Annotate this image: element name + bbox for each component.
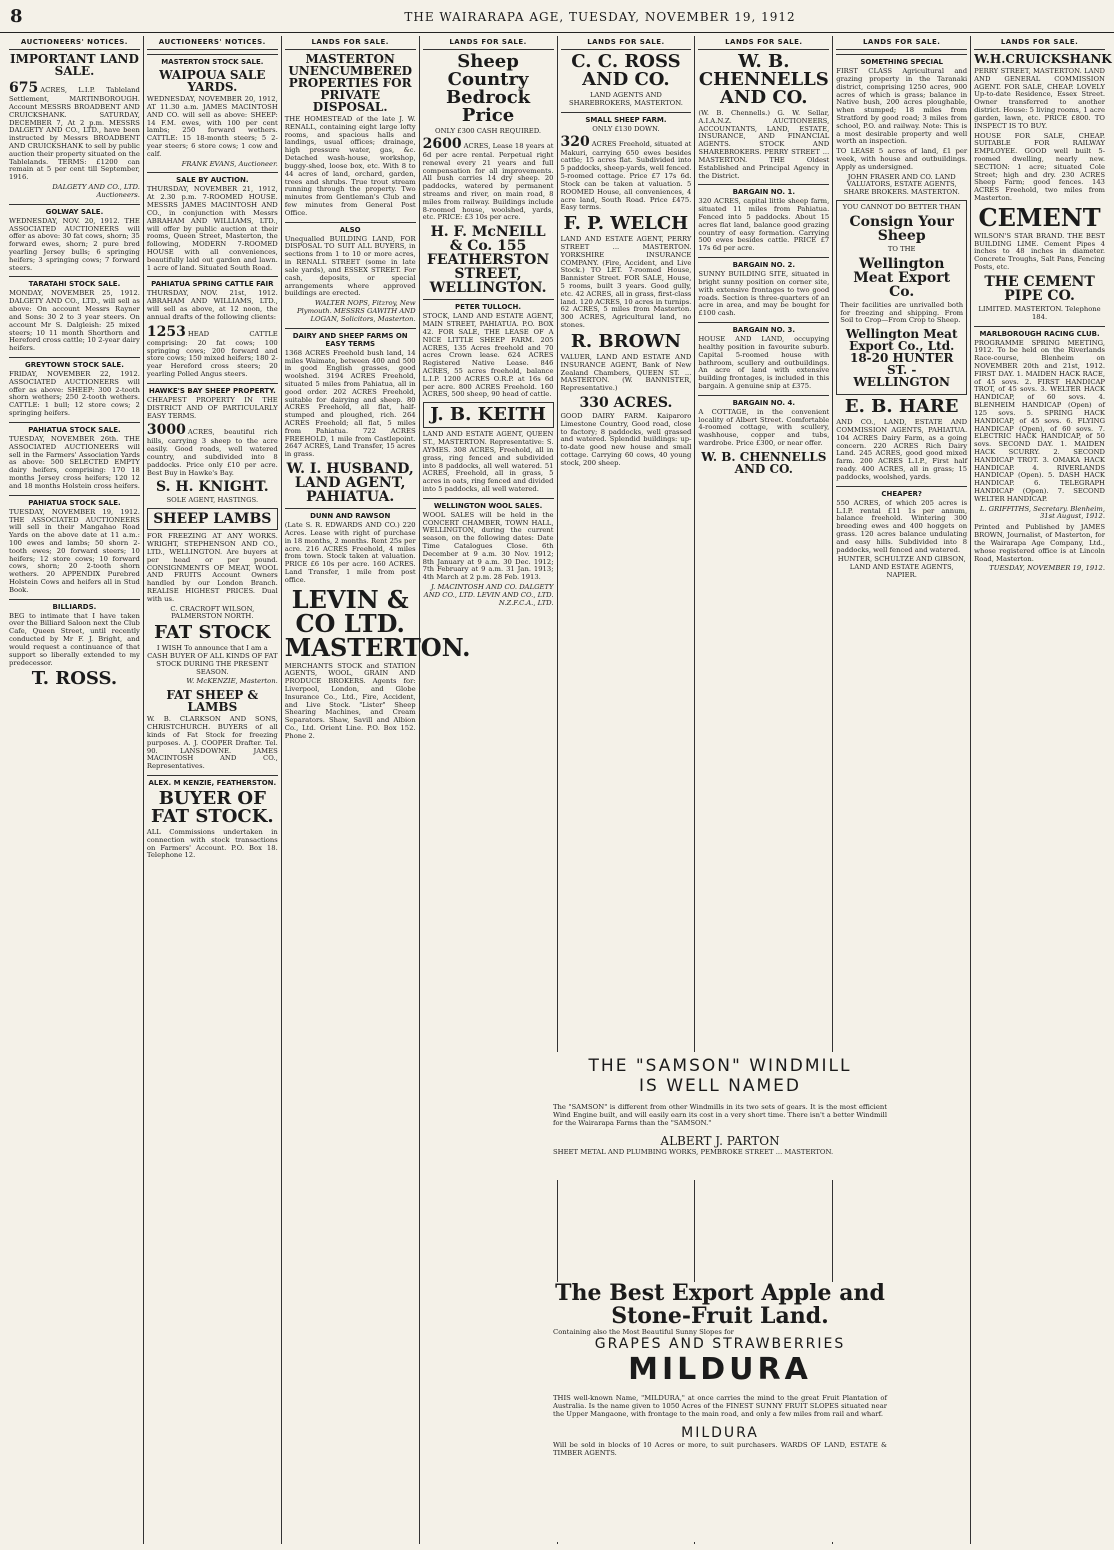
advert-headline: C. C. ROSS AND CO. bbox=[571, 51, 681, 91]
advert-text: TO LEASE 5 acres of land, £1 per week, with house and outbuildings. Apply as undersigned. bbox=[836, 147, 968, 171]
section-heading: PAHIATUA STOCK SALE. bbox=[9, 495, 140, 507]
advert-text: 550 ACRES, of which 205 acres is L.I.P. rental £11 1s per annum, balance freehold. Wintering 300 breeding ewes and 400 hoggets on grass. 120 acres balance undulating and easy hills. Subdivided into 8 paddocks, well fenced and watered. bbox=[836, 498, 968, 554]
advert-headline: J. B. KEITH bbox=[423, 402, 554, 428]
masthead bbox=[0, 0, 1114, 33]
section-heading: HAWKE'S BAY SHEEP PROPERTY. bbox=[147, 383, 278, 395]
advert-signature: DALGETY AND CO., LTD. Auctioneers. bbox=[52, 183, 140, 199]
advert-text: FIRST CLASS Agricultural and grazing property in the Taranaki district, comprising 1250 acres, 900 acres of which is grass; balance in Native bush, 200 acres ploughable, when stumped; 18 miles from Stratford by good road; 3 miles from school, P.O. and railway. Note: This is a most desirable property and well worth an inspection. bbox=[836, 67, 968, 146]
advert-headline: F. P. WELCH bbox=[563, 213, 689, 235]
advert-text: VALUER, LAND AND ESTATE AND INSURANCE AGENT, Bank of New Zealand Chambers, QUEEN ST. ... MASTERTON. (W. BANNISTER, Representative.) bbox=[560, 352, 692, 393]
section-heading: SMALL SHEEP FARM. bbox=[561, 112, 692, 124]
column-header: AUCTIONEERS' NOTICES. bbox=[9, 36, 140, 50]
advert-headline: 330 ACRES. bbox=[579, 394, 673, 411]
advert-subheading: LAND AGENTS AND SHAREBROKERS, MASTERTON. bbox=[568, 91, 683, 107]
advert-text: 675 ACRES, L.I.P. Tableland Settlement, MARTINBOROUGH. Account MESSRS BROADBENT AND CRUICKSHANK. SATURDAY, DECEMBER 7, At 2 p.m. MESSRS DALGETY AND CO., LTD., have been instructed by Messrs BROADBENT AND CRUICKSHANK to sell by public auction their property situated on the Tablelands. TERMS: £1200 can remain at 5 per cent till September, 1916. bbox=[9, 80, 140, 182]
advert-headline: THE "SAMSON" WINDMILL bbox=[588, 1056, 852, 1076]
advert-headline: THE CEMENT PIPE CO. bbox=[984, 273, 1095, 304]
advert-headline: E. B. HARE bbox=[844, 396, 959, 418]
advert-signature: FRANK EVANS, Auctioneer. bbox=[181, 159, 278, 168]
section-heading: MARLBOROUGH RACING CLUB. bbox=[974, 326, 1105, 338]
section-heading: SOMETHING SPECIAL bbox=[836, 54, 967, 66]
section-heading: SALE BY AUCTION. bbox=[147, 172, 278, 184]
acreage-figure: 675 bbox=[9, 80, 39, 97]
advert-text: FRIDAY, NOVEMBER 22, 1912. ASSOCIATED AUCTIONEERS will offer as above: SHEEP: 300 2-tooth shorn wethers; 250 2-tooth wethers. CATTLE: 1 bull; 12 store cows; 2 springing heifers. bbox=[9, 370, 140, 418]
advert-subheading: Containing also the Most Beautiful Sunny Slopes for bbox=[553, 1328, 734, 1337]
advert-text: AND CO., LAND, ESTATE AND COMMISSION AGENTS, PAHIATUA. 104 ACRES Dairy Farm, as a going concern. 220 ACRES Rich Dairy Land. 245 ACRES, good good mixed farm. 200 ACRES L.I.P., First half ready. 400 ACRES, all in grass; 15 paddocks, woolshed, yards. bbox=[836, 418, 968, 481]
section-heading: ALEX. M KENZIE, FEATHERSTON. bbox=[147, 775, 278, 787]
advert-text: STOCK, LAND AND ESTATE AGENT, MAIN STREET, PAHIATUA. P.O. BOX 42. FOR SALE, THE LEASE OF A NICE LITTLE SHEEP FARM. 205 ACRES, 135 Acres freehold and 70 acres Crown lease. 624 ACRES Registered Native Lease. 846 ACRES, 55 acres freehold, balance L.I.P. 1200 ACRES O.R.P. at 16s 6d per acre. 800 ACRES Freehold. 160 ACRES, 500 sheep, 90 head of cattle. bbox=[422, 312, 554, 399]
meat-export-advert bbox=[836, 200, 967, 395]
advert-signature: J. MACINTOSH AND CO. DALGETY AND CO., LTD. LEVIN AND CO., LTD. N.Z.F.C.A., LTD. bbox=[423, 583, 554, 607]
acreage-figure: 3000 bbox=[146, 422, 186, 439]
advert-text: ALL Commissions undertaken in connection with stock transactions on Farmers' Account. P.O. Box 18. Telephone 12. bbox=[146, 828, 278, 860]
advert-subheading: ONLY £130 DOWN. bbox=[592, 124, 660, 133]
column-4 bbox=[420, 36, 558, 1544]
acreage-figure: 2600 bbox=[422, 135, 462, 152]
advert-subheading: TO THE bbox=[887, 244, 916, 253]
advert-subheading: ONLY £300 CASH REQUIRED. bbox=[435, 127, 542, 136]
advert-text: WEDNESDAY, NOVEMBER 20, 1912, AT 11.30 a.m. JAMES MACINTOSH AND CO. will sell as above: SHEEP: 14 F.M. ewes, with 100 per cent lambs; 250 forward wethers. CATTLE: 15 18-month steers; 5 2-year steers; 6 store cows; 1 cow and calf. bbox=[146, 95, 278, 158]
advert-text: WEDNESDAY, NOV. 20, 1912. THE ASSOCIATED AUCTIONEERS will offer as above: 30 fat cows, shorn; 35 forward ewes, shorn; 2 pure bred yearling Jersey bulls; 6 springing heifers; 3 springing cows; 7 forward steers. bbox=[9, 216, 140, 272]
advert-text: TUESDAY, NOVEMBER 26th. THE ASSOCIATED AUCTIONEERS will sell in the Farmers' Association Yards as above: 500 SELECTED EMPTY dairy heifers, comprising: 170 18 months Jersey cross heifers; 120 12 and 18 months Holstein cross heifers. bbox=[9, 434, 140, 490]
advert-text: MONDAY, NOVEMBER 25, 1912. DALGETY AND CO., LTD., will sell as above: On account Messrs Rayner and Sons: 30 2 to 3 year steers. On account Mr S. Dalgleish: 25 mixed steers; 10 11 month Shorthorn and Hereford cross cattle; 10 2-year dairy heifers. bbox=[9, 289, 140, 353]
section-heading: WELLINGTON WOOL SALES. bbox=[423, 498, 554, 510]
advert-text: The "SAMSON" is different from other Windmills in its two sets of gears. It is the most efficient Wind Engine built, and will easily earn its cost in a very short time. There isn't a better Windmill for the Wairarapa Farms than the "SAMSON." bbox=[553, 1102, 887, 1127]
column-8 bbox=[971, 36, 1112, 1544]
section-heading: BARGAIN NO. 3. bbox=[698, 322, 829, 334]
advert-headline: MASTERTON UNENCUMBERED PROPERTIES FOR PRIVATE DISPOSAL. bbox=[288, 52, 413, 115]
cattle-count: 1253 bbox=[146, 323, 186, 340]
windmill-advert bbox=[545, 1052, 895, 1180]
advert-text: MERCHANTS STOCK and STATION AGENTS, WOOL, GRAIN AND PRODUCE BROKERS. Agents for: Liverpool, London, and Globe Insurance Co., Ltd., Fire, Accident, and Live Stock. "Lister" Sheep Shearing Machines, and Cream Separators. Shaw, Savill and Albion Co., Ltd. Orient Line. P.O. Box 152. Phone 2. bbox=[284, 661, 416, 740]
advert-headline: R. BROWN bbox=[570, 330, 681, 352]
advert-headline: LEVIN & CO LTD. MASTERTON. bbox=[284, 584, 471, 662]
advert-headline: CEMENT bbox=[978, 202, 1101, 232]
section-heading: GOLWAY SALE. bbox=[9, 204, 140, 216]
advert-signature: W. McKENZIE, Masterton. bbox=[186, 677, 278, 686]
advert-headline: MILDURA bbox=[628, 1352, 812, 1388]
advert-signature: T. ROSS. bbox=[31, 668, 118, 690]
section-heading: BILLIARDS. bbox=[9, 599, 140, 611]
advert-headline: FAT SHEEP & LAMBS bbox=[166, 688, 259, 715]
advert-text: THURSDAY, NOV. 21st, 1912. ABRAHAM AND WILLIAMS, LTD., will sell as above, at 12 noon, the annual drafts of the following clients: bbox=[146, 289, 278, 321]
advert-text: HOUSE AND LAND, occupying healthy position in favourite suburb. Capital 5-roomed house with bathroom, scullery and outbuildings. An acre of land with extensive building frontages, is included in this bargain. A genuine snip at £375. bbox=[698, 335, 830, 390]
advert-text: CHEAPEST PROPERTY IN THE DISTRICT AND OF PARTICULARLY EASY TERMS. bbox=[146, 395, 278, 420]
advert-headline: The Best Export Apple and Stone-Fruit Land. bbox=[555, 1280, 885, 1330]
advert-text: I WISH To announce that I am a CASH BUYER OF ALL KINDS OF FAT STOCK DURING THE PRESENT SEASON. bbox=[147, 644, 278, 676]
advert-signature: W. B. CHENNELLS AND CO. bbox=[701, 449, 827, 476]
advert-text: THURSDAY, NOVEMBER 21, 1912, At 2.30 p.m. 7-ROOMED HOUSE. MESSRS JAMES MACINTOSH AND CO., in conjunction with Messrs ABRAHAM AND WILLIAMS, LTD., will offer by public auction at their rooms, Queen Street, Masterton, the following, MODERN 7-ROOMED HOUSE with all conveniences, beautifully laid out garden and lawn. 1 acre of land. Situated South Road. bbox=[146, 185, 278, 272]
advert-text: WILSON'S STAR BRAND. THE BEST BUILDING LIME. Cement Pipes 4 inches to 48 inches in diameter. Concrete Troughs, Salt Pans, Fencing Posts, etc. bbox=[974, 231, 1105, 272]
advert-subheading: GRAPES AND STRAWBERRIES bbox=[594, 1336, 846, 1353]
section-heading: ALSO bbox=[285, 222, 416, 234]
advert-text: 1253 HEAD CATTLE comprising: 20 fat cows; 100 springing cows; 200 forward and store cows; 150 mixed heifers; 180 2-year Hereford cross steers; 20 yearling Polled Angus steers. bbox=[146, 323, 278, 379]
section-heading: TARATAHI STOCK SALE. bbox=[9, 276, 140, 288]
advert-headline: Sheep Country Bedrock Price bbox=[445, 51, 531, 127]
advert-text: A COTTAGE, in the convenient locality of Albert Street. Comfortable 4-roomed cottage, with scullery, washhouse, copper and tubs, wardrobe. Price £300, or near offer. bbox=[698, 407, 830, 448]
advert-text: TUESDAY, NOVEMBER 19, 1912. THE ASSOCIATED AUCTIONEERS will sell in their Mangahao Road Yards on the above date at 11 a.m.: 100 ewes and lambs; 50 shorn 2-tooth ewes; 20 forward steers; 10 heifers; 12 store cows; 10 forward cows, shorn; 20 2-tooth shorn wethers. 20 APPENDIX Purebred Holstein Cows and heifers all in Stud Book. bbox=[9, 507, 140, 594]
advert-text: 320 ACRES, capital little sheep farm, situated 11 miles from Pahiatua. Fenced into 5 paddocks. About 15 acres flat land, balance good grazing country of easy formation. Carrying 500 ewes besides cattle. PRICE £7 17s 6d per acre. bbox=[698, 197, 830, 253]
advert-text: FOR FREEZING AT ANY WORKS. WRIGHT, STEPHENSON AND CO., LTD., WELLINGTON. Are buyers at per head or per pound. CONSIGNMENTS OF MEAT, WOOL AND FRUITS Account Owners handled by our London Branch. REALISE HIGHEST PRICES. Dual with us. bbox=[146, 532, 278, 603]
advert-text: THE HOMESTEAD of the late J. W. RENALL, containing eight large lofty rooms, and spacious halls and landings, usual offices; drainage, high pressure water, gas, &c. Detached wash-house, workshop, buggy-shed, loose box, etc. With 8 to 44 acres of land, orchard, garden, trees and shrubs. True trout stream running through the property. Two minutes from Gentleman's Club and few minutes from General Post Office. bbox=[284, 115, 416, 217]
imprint-date: TUESDAY, NOVEMBER 19, 1912. bbox=[989, 564, 1105, 573]
advert-headline: W.H.CRUICKSHANK bbox=[974, 52, 1112, 67]
column-1 bbox=[6, 36, 144, 1544]
section-heading: PETER TULLOCH. bbox=[423, 299, 554, 311]
section-heading: PAHIATUA STOCK SALE. bbox=[9, 422, 140, 434]
column-header: AUCTIONEERS' NOTICES. bbox=[147, 36, 278, 50]
column-header: LANDS FOR SALE. bbox=[561, 36, 692, 50]
section-heading: CHEAPER? bbox=[836, 486, 967, 498]
column-header: LANDS FOR SALE. bbox=[285, 36, 416, 50]
advert-signature: Wellington Meat Export Co., Ltd. 18-20 HUNTER ST. - WELLINGTON bbox=[845, 327, 958, 390]
advert-address: SHEET METAL AND PLUMBING WORKS, PEMBROKE STREET ... MASTERTON. bbox=[553, 1147, 834, 1156]
advert-headline: S. H. KNIGHT. bbox=[156, 479, 269, 496]
advert-headline: Consign Your Sheep bbox=[849, 213, 954, 244]
advert-signature: W. I. HUSBAND, LAND AGENT, PAHIATUA. bbox=[286, 461, 414, 506]
advert-signature: HUNTER, SCHULTZE AND GIBSON, LAND AND ESTATE AGENTS, NAPIER. bbox=[837, 555, 966, 580]
advert-headline: Wellington Meat Export Co. bbox=[853, 255, 951, 300]
column-header: LANDS FOR SALE. bbox=[836, 36, 967, 50]
advert-text: Unequalled BUILDING LAND, FOR DISPOSAL TO SUIT ALL BUYERS, in sections from 1 to 10 or more acres, in RENALL STREET (some in late sale yards), and ESSEX STREET. For cash, deposits, or special arrangements where approved buildings are erected. bbox=[284, 234, 416, 298]
advert-headline: MILDURA bbox=[681, 1424, 759, 1441]
advert-subheading: YOU CANNOT DO BETTER THAN bbox=[842, 203, 961, 212]
column-header: LANDS FOR SALE. bbox=[423, 36, 554, 50]
advert-text: LAND AND ESTATE AGENT, QUEEN ST., MASTERTON. Representative: S. AYMES. 308 ACRES, Freehold, all in grass, ring fenced and subdivided into 8 paddocks, all well watered. 51 ACRES, Freehold, all in grass, 5 acres in oats, ring fenced and divided into 5 paddocks, all well watered. bbox=[422, 430, 554, 493]
advert-text: PROGRAMME SPRING MEETING, 1912. To be held on the Riverlands Race-course, Blenheim on NOVEMBER 20th and 21st, 1912. FIRST DAY. 1. MAIDEN HACK RACE, of 45 sovs. 2. FIRST HANDICAP TROT, of 45 sovs. 3. WELTER HACK HANDICAP, of 60 sovs. 4. BLENHEIM HANDICAP (Open) of 125 sovs. 5. SPRING HACK HANDICAP, of 45 sovs. 6. FLYING HANDICAP (Open), of 60 sovs. 7. ELECTRIC HACK HANDICAP, of 50 sovs. SECOND DAY. 1. MAIDEN HACK SCURRY. 2. SECOND HANDICAP TROT. 3. OMAKA HACK HANDICAP. 4. RIVERLANDS HANDICAP (Open). 5. DASH HACK HANDICAP. 6. TELEGRAPH HANDICAP (Open). 7. SECOND WELTER HANDICAP. bbox=[974, 338, 1105, 503]
advert-text: PERRY STREET, MASTERTON. LAND AND GENERAL COMMISSION AGENT. FOR SALE, CHEAP. LOVELY Up-to-date Residence, Essex Street. Owner transferred to another district. House: 5 living rooms, 1 acre garden, lawn, etc. PRICE £800. TO INSPECT IS TO BUY. bbox=[974, 67, 1105, 130]
mildura-advert bbox=[545, 1282, 895, 1542]
advert-text: GOOD DAIRY FARM. Kaiparoro Limestone Country, Good road, close to factory; 8 paddocks, well grassed and watered. Splendid buildings: up-to-date good new house and small cottage. Carrying 60 cows, 40 young stock, 200 sheep. bbox=[560, 411, 692, 467]
advert-text: (Late S. R. EDWARDS AND CO.) 220 Acres. Lease with right of purchase in 18 months, 2 months. Rent 25s per acre. 216 ACRES Freehold, 4 miles from town. Stock taken at valuation. PRICE £6 10s per acre. 160 ACRES. Land Transfer, 1 mile from post office. bbox=[284, 521, 416, 584]
advert-text: LAND AND ESTATE AGENT, PERRY STREET ... MASTERTON. YORKSHIRE INSURANCE COMPANY. (Fire, Accident, and Live Stock.) TO LET. 7-roomed House, Bannister Street. FOR SALE, House, 5 rooms, built 3 years. Good gully, etc. 42 ACRES, all in grass, first-class land. 120 ACRES, 10 acres in turnips. 62 ACRES, 5 miles from Masterton. 300 ACRES, Agricultural land, no stones. bbox=[560, 235, 692, 330]
advert-text: 3000 ACRES, beautiful rich hills, carrying 3 sheep to the acre easily. Good roads, well watered country, and subdivided into 8 paddocks. Price only £10 per acre. Best Buy in Hawke's Bay. bbox=[146, 422, 278, 477]
column-header: LANDS FOR SALE. bbox=[698, 36, 829, 50]
section-heading: DAIRY AND SHEEP FARMS ON EASY TERMS bbox=[285, 328, 416, 348]
section-heading: GREYTOWN STOCK SALE. bbox=[9, 357, 140, 369]
advert-text: 2600 ACRES, Lease 18 years at 6d per acre rental. Perpetual right renewal every 21 years and full compensation for all improvements. All bush carries 14 dry sheep. 20 paddocks, watered by permanent streams and river, on main road, 8 miles from railway. Buildings include 8-roomed house, woolshed, yards, etc. PRICE: £3 10s per acre. bbox=[422, 135, 554, 222]
advert-text: BEG to intimate that I have taken over the Billiard Saloon next the Club Cafe, Queen Street, until recently conducted by Mr F. J. Bright, and would request a continuance of that support so liberally extended to my predecessor. bbox=[9, 611, 140, 667]
advert-text: HOUSE FOR SALE, CHEAP. SUITABLE FOR RAILWAY EMPLOYEE. GOOD well built 5-roomed dwelling, nearly new. SECTION: 1 acre; situated Cole Street; high and dry. 230 ACRES Sheep Farm; good fences. 143 ACRES Freehold, two miles from Masterton. bbox=[974, 131, 1105, 203]
advert-text: 1368 ACRES Freehold bush land, 14 miles Waimate, between 400 and 500 in good English grasses, good woolshed. 3194 ACRES Freehold, situated 5 miles from Pahiatua, all in good order. 202 ACRES Freehold, suitable for dairying and sheep. 80 ACRES Freehold, all flat, half-stumped and ploughed, rich. 264 ACRES Freehold; all flat, 5 miles from Pahiatua. 722 ACRES FREEHOLD, 1 mile from Castlepoint. 2647 ACRES, Land Transfer, 15 acres in grass. bbox=[284, 348, 416, 459]
advert-text: 320 ACRES Freehold, situated at Makuri, carrying 650 ewes besides cattle; 15 acres flat. Subdivided into 5 paddocks, sheep-yards, well fenced. 5-roomed cottage. Price £7 17s 6d. Stock can be taken at valuation. 5 ROOMED House, all conveniences, 4 acre land, South Road. Price £475. Easy terms. bbox=[560, 133, 692, 212]
advert-text: SUNNY BUILDING SITE, situated in bright sunny position on corner site, with extensive frontages to two good roads. Section is three-quarters of an acre in area, and may be bought for £100 cash. bbox=[698, 270, 830, 318]
masthead-title: THE WAIRARAPA AGE, TUESDAY, NOVEMBER 19, 1912 bbox=[404, 10, 796, 24]
advert-text: THIS well-known Name, "MILDURA," at once carries the mind to the great Fruit Plantation of Australia. Is the name given to 1050 Acres of the FINEST SUNNY FRUIT SLOPES situated near the Upper Mangaone, with frontage to the main road, and only a few miles from rail and wharf. bbox=[553, 1393, 887, 1418]
advert-headline: WAIPOUA SALE YARDS. bbox=[159, 68, 266, 95]
section-heading: BARGAIN NO. 2. bbox=[698, 257, 829, 269]
advert-headline: BUYER OF FAT STOCK. bbox=[150, 788, 274, 828]
section-heading: BARGAIN NO. 4. bbox=[698, 395, 829, 407]
column-2 bbox=[144, 36, 282, 1544]
page-number: 8 bbox=[10, 6, 23, 27]
section-heading: PAHIATUA SPRING CATTLE FAIR bbox=[147, 276, 278, 288]
advert-headline: IS WELL NAMED bbox=[639, 1076, 801, 1096]
acreage-figure: 320 bbox=[560, 133, 590, 150]
advert-headline: SHEEP LAMBS bbox=[147, 508, 278, 530]
column-header: LANDS FOR SALE. bbox=[974, 36, 1105, 50]
advert-text: (W. B. Chennells.) G. W. Sellar, A.I.A.N.Z. AUCTIONEERS, ACCOUNTANTS, LAND, ESTATE, INSURANCE, AND FINANCIAL AGENTS. STOCK AND SHAREBROKERS. PERRY STREET ... MASTERTON. THE Oldest Established and Principal Agency in the District. bbox=[698, 109, 830, 180]
advert-text: W. B. CLARKSON AND SONS, CHRISTCHURCH. BUYERS of all kinds of Fat Stock for freezing purposes. A. J. COOPER Drafter. Tel. 90. LANSDOWNE. JAMES MACINTOSH AND CO., Representatives. bbox=[146, 715, 278, 771]
advert-signature: ALBERT J. PARTON bbox=[660, 1133, 780, 1148]
advert-text: Their facilities are unrivalled both for freezing and shipping. From Soil to Crop—From Crop to Sheep. bbox=[840, 300, 964, 325]
imprint-text: Printed and Published by JAMES BROWN, Journalist, of Masterton, for the Wairarapa Age Company, Ltd., whose registered office is at Lincoln Road, Masterton. bbox=[974, 523, 1105, 563]
section-heading: MASTERTON STOCK SALE. bbox=[147, 54, 278, 66]
section-heading: DUNN AND RAWSON bbox=[285, 508, 416, 520]
advert-signature: JOHN FRASER AND CO. LAND VALUATORS, ESTATE AGENTS, SHARE BROKERS. MASTERTON. bbox=[843, 172, 960, 197]
advert-text: WOOL SALES will be held in the CONCERT CHAMBER, TOWN HALL, WELLINGTON, during the current season, on the following dates: Date Time Catalogues Close. 6th December at 9 a.m. 30 Nov. 1912; 8th January at 9 a.m. 30 Dec. 1912; 7th February at 9 a.m. 31 Jan. 1913; 4th March at 2 p.m. 28 Feb. 1913. bbox=[422, 510, 554, 582]
advert-signature: SOLE AGENT, HASTINGS. bbox=[166, 496, 259, 505]
advert-signature: LIMITED. MASTERTON. Telephone 184. bbox=[978, 304, 1101, 321]
advert-headline: FAT STOCK bbox=[154, 622, 271, 644]
section-heading: BARGAIN NO. 1. bbox=[698, 184, 829, 196]
advert-signature: C. CRACROFT WILSON, PALMERSTON NORTH. bbox=[170, 604, 255, 621]
advert-signature: WALTER NOPS, Fitzroy, New Plymouth. MESSRS GAWITH AND LOGAN, Solicitors, Masterton. bbox=[296, 299, 416, 323]
advert-footer: Will be sold in blocks of 10 Acres or more, to suit purchasers. WARDS OF LAND, ESTATE & TIMBER AGENTS. bbox=[553, 1440, 887, 1457]
advert-signature: L. GRIFFITHS, Secretary. Blenheim, 31st August, 1912. bbox=[979, 504, 1105, 521]
section-heading: IMPORTANT LAND SALE. bbox=[9, 52, 139, 79]
advert-signature: H. F. McNEILL & Co. 155 FEATHERSTON STREET, WELLINGTON. bbox=[426, 224, 550, 297]
advert-headline: W. B. CHENNELLS AND CO. bbox=[698, 51, 829, 109]
